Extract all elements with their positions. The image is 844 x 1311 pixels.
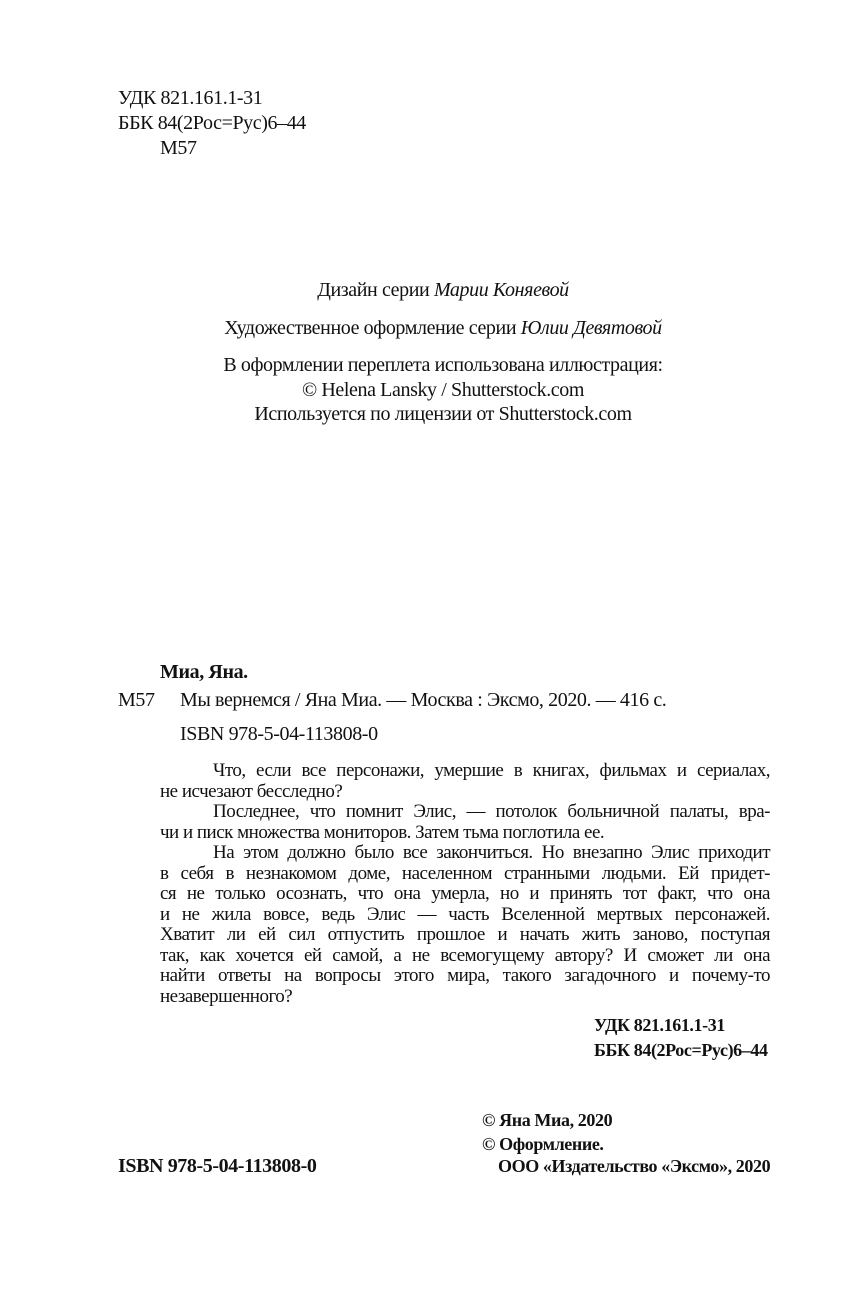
udk-header: УДК 821.161.1-31: [118, 87, 263, 109]
author-code-header: М57: [160, 137, 197, 159]
annotation-line: в себя в незнакомом доме, населенном странными людьми. Ей придет-: [160, 862, 770, 884]
credit-label: Художественное оформление серии: [224, 317, 521, 339]
catalog-author: Миа, Яна.: [160, 661, 248, 683]
bbk-footer: ББК 84(2Рос=Рус)6–44: [594, 1040, 768, 1060]
bbk-header: ББК 84(2Рос=Рус)6–44: [118, 112, 306, 134]
art-design-credit: [0, 316, 844, 340]
license-note: Используется по лицензии от Shutterstock.com: [254, 403, 632, 425]
credit-label: Дизайн серии: [317, 279, 434, 301]
credit-name: Юлии Девятовой: [520, 317, 662, 339]
isbn-footer: ISBN 978-5-04-113808-0: [118, 1155, 317, 1177]
annotation-line: На этом должно было все закончиться. Но внезапно Элис приходит: [213, 842, 770, 863]
annotation-line: незавершенного?: [160, 985, 293, 1007]
annotation-line: чи и писк множества мониторов. Затем тьма поглотила ее.: [160, 821, 605, 843]
illustration-credit: В оформлении переплета использована иллюстрация:: [223, 354, 663, 376]
credit-name: Марии Коняевой: [433, 279, 569, 301]
annotation-line: ся не только осознать, что она умерла, но и принять тот факт, что она: [160, 883, 770, 904]
udk-footer: УДК 821.161.1-31: [594, 1015, 725, 1035]
annotation-line: и не жила вовсе, ведь Элис — часть Вселенной мертвых персонажей.: [160, 903, 770, 925]
illustration-copyright: © Helena Lansky / Shutterstock.com: [301, 379, 585, 401]
annotation-line: не исчезают бесследно?: [160, 780, 343, 802]
catalog-code: М57: [118, 689, 155, 711]
copyright-design: © Оформление.: [482, 1134, 604, 1154]
annotation-line: Что, если все персонажи, умершие в книгах, фильмах и сериалах,: [213, 760, 770, 781]
publisher-copyright: ООО «Издательство «Эксмо», 2020: [498, 1156, 771, 1176]
copyright-author: © Яна Миа, 2020: [482, 1110, 613, 1130]
series-design-credit: [0, 278, 844, 302]
catalog-isbn: ISBN 978-5-04-113808-0: [180, 723, 378, 745]
annotation-line: найти ответы на вопросы этого мира, такого загадочного и почему-то: [160, 965, 770, 986]
annotation-line: так, как хочется ей самой, а не всемогущему автору? И сможет ли она: [160, 944, 770, 966]
annotation-line: Последнее, что помнит Элис, — потолок больничной палаты, вра-: [213, 801, 770, 822]
catalog-title: Мы вернемся / Яна Миа. — Москва : Эксмо, 2020. — 416 с.: [180, 689, 667, 711]
annotation-line: Хватит ли ей сил отпустить прошлое и начать жить заново, поступая: [160, 924, 770, 945]
